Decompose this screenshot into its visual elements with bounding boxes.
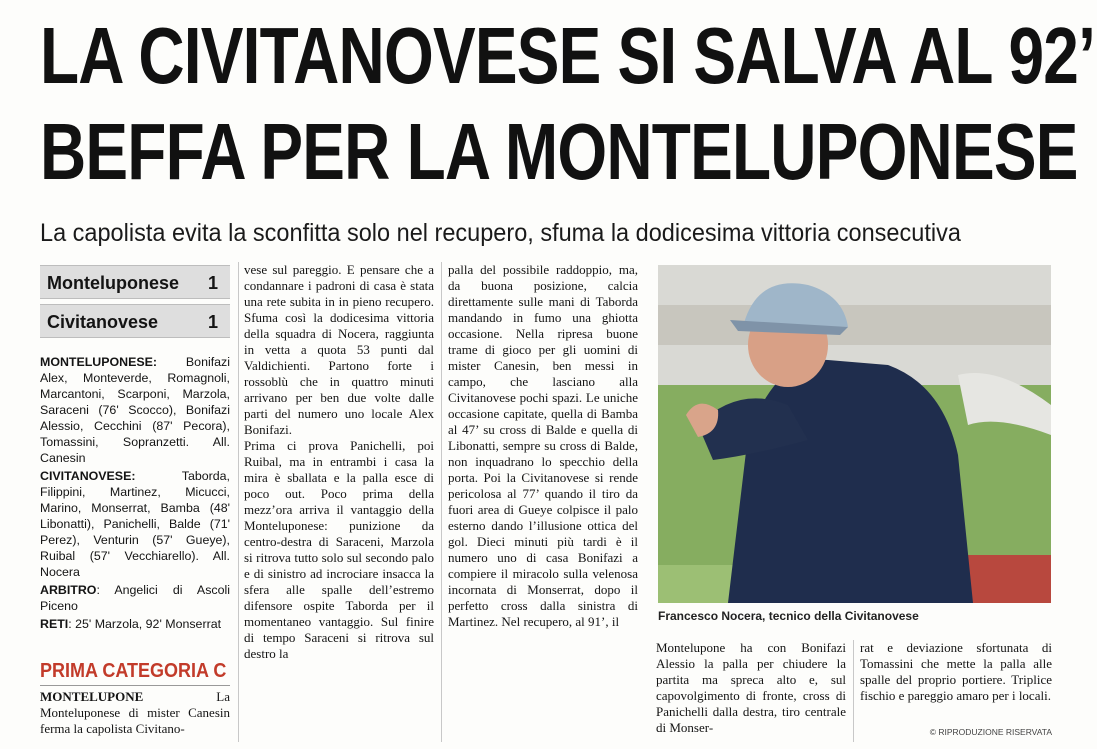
article-lead-label: MONTELUPONE: [40, 689, 144, 704]
away-team-name: Civitanovese: [47, 312, 159, 332]
copyright-notice: © RIPRODUZIONE RISERVATA: [929, 727, 1052, 737]
article-column-4: [656, 640, 846, 736]
article-col3-text: palla del possibile raddoppio, ma, da buona posizione, calcia direttamente sulle mani di Taborda mandando in fumo una ghiotta occasione. Nella ripresa buone trame di gioco per gli uomini di mister Canesin, ben messi in campo, che lasciano alla Civitanovese pochi spazi. Le uniche occasione capitate, quella di Bamba al 47’ su cross di Balde e quella di Libonatti, sempre su cross di Balde, non inquadrano lo specchio della porta. Poi la Civitanovese si rende pericolosa al 77’ quando il tiro da fuori area di Gueye colpisce il palo esterno dando l’illusione ottica del gol. Dieci minuti più tardi è il numero uno di casa Bonifazi a compiere il miracolo sulla velenosa incornata di Monserrat, dopo il perfetto cross dalla sinistra di Martinez. Nel recupero, al 91’, il: [448, 262, 638, 629]
goals-text: : 25' Marzola, 92' Monserrat: [68, 617, 222, 631]
away-team-goals: 1: [207, 312, 218, 332]
goals-label: RETI: [40, 617, 69, 631]
article-col4-text: Montelupone ha con Bonifazi Alessio la palla per chiudere la partita ma spreca alto e, sul capovolgimento di fronte, cross di Panichelli dalla destra, tiro centrale di Monser-: [656, 640, 846, 735]
score-row-home: [40, 265, 230, 299]
section-title: PRIMA CATEGORIA C: [40, 660, 227, 682]
lineup-home-label: MONTELUPONESE:: [40, 355, 158, 369]
home-team-goals: 1: [207, 273, 218, 293]
referee: [40, 582, 230, 614]
column-divider: [238, 262, 239, 742]
lineup-away: [40, 468, 230, 580]
article-col1-text: La Monteluponese di mister Canesin ferma la capolista Civitano-: [40, 689, 230, 736]
column-divider: [853, 640, 854, 742]
score-row-away: [40, 304, 230, 338]
lineup-home-text: Bonifazi Alex, Monteverde, Romagnoli, Marcantoni, Scarponi, Marzola, Saraceni (76' Scocco), Bonifazi Alessio, Cecchini (87' Pecora), Tomassini, Sopranzetti. All. Canesin: [40, 355, 230, 465]
subhead: La capolista evita la sconfitta solo nel recupero, sfuma la dodicesima vittoria consecutiva: [40, 219, 961, 247]
headline-line-2: BEFFA PER LA MONTELUPONESE: [40, 107, 1078, 196]
lineup-away-label: CIVITANOVESE:: [40, 469, 136, 483]
headline: [40, 8, 1095, 200]
referee-label: ARBITRO: [40, 583, 97, 597]
article-col2-para-2: Prima ci prova Panichelli, poi Ruibal, ma in entrambi i casa la mira è sballata e la palla esce di poco out. Poco prima della mezz’ora arriva il vantaggio della Monteluponese: punizione da centro-destra di Saraceni, Marzola si ritrova tutto solo sul secondo palo e di sinistro ad incrociare insacca la sfera alle spalle dell’estremo difensore ospite Taborda per il momentaneo vantaggio. Sul finire di tempo Saraceni si ritrova sul destro la: [244, 438, 434, 661]
goals-scored: [40, 616, 230, 632]
headline-line-1: LA CIVITANOVESE SI SALVA AL 92’: [40, 11, 1096, 100]
article-column-3: [448, 262, 638, 630]
section-divider: [40, 685, 230, 686]
column-divider: [441, 262, 442, 742]
match-lineups: [40, 354, 230, 634]
photo-caption: Francesco Nocera, tecnico della Civitanovese: [658, 609, 919, 623]
article-col5-text: rat e deviazione sfortunata di Tomassini che mette la palla alle spalle del proprio portiere. Triplice fischio e pareggio amaro per i locali.: [860, 640, 1052, 703]
coach-photo: [658, 265, 1051, 603]
article-col2-para-1: vese sul pareggio. E pensare che a condannare i padroni di casa è stata una rete subita in in pieno recupero. Sfuma così la dodicesima vittoria della squadra di Nocera, raggiunta in vetta a quota 53 punti dal Valdichienti. Partono forte i rossoblù che in quattro minuti arrivano per ben due volte dalle parti del numero uno locale Alex Bonifazi.: [244, 262, 434, 437]
home-team-name: Monteluponese: [47, 273, 180, 293]
coach-photo-image: [658, 265, 1051, 603]
article-column-5: [860, 640, 1052, 704]
article-column-1: [40, 689, 230, 737]
lineup-home: [40, 354, 230, 466]
lineup-away-text: Taborda, Filippini, Martinez, Micucci, Marino, Monserrat, Bamba (48' Libonatti), Panichelli, Balde (71' Perez), Venturin (57' Gueye), Ruibal (57' Vecchiarello). All. Nocera: [40, 469, 230, 579]
article-column-2: [244, 262, 434, 662]
referee-text: : Angelici di Ascoli Piceno: [40, 583, 230, 613]
